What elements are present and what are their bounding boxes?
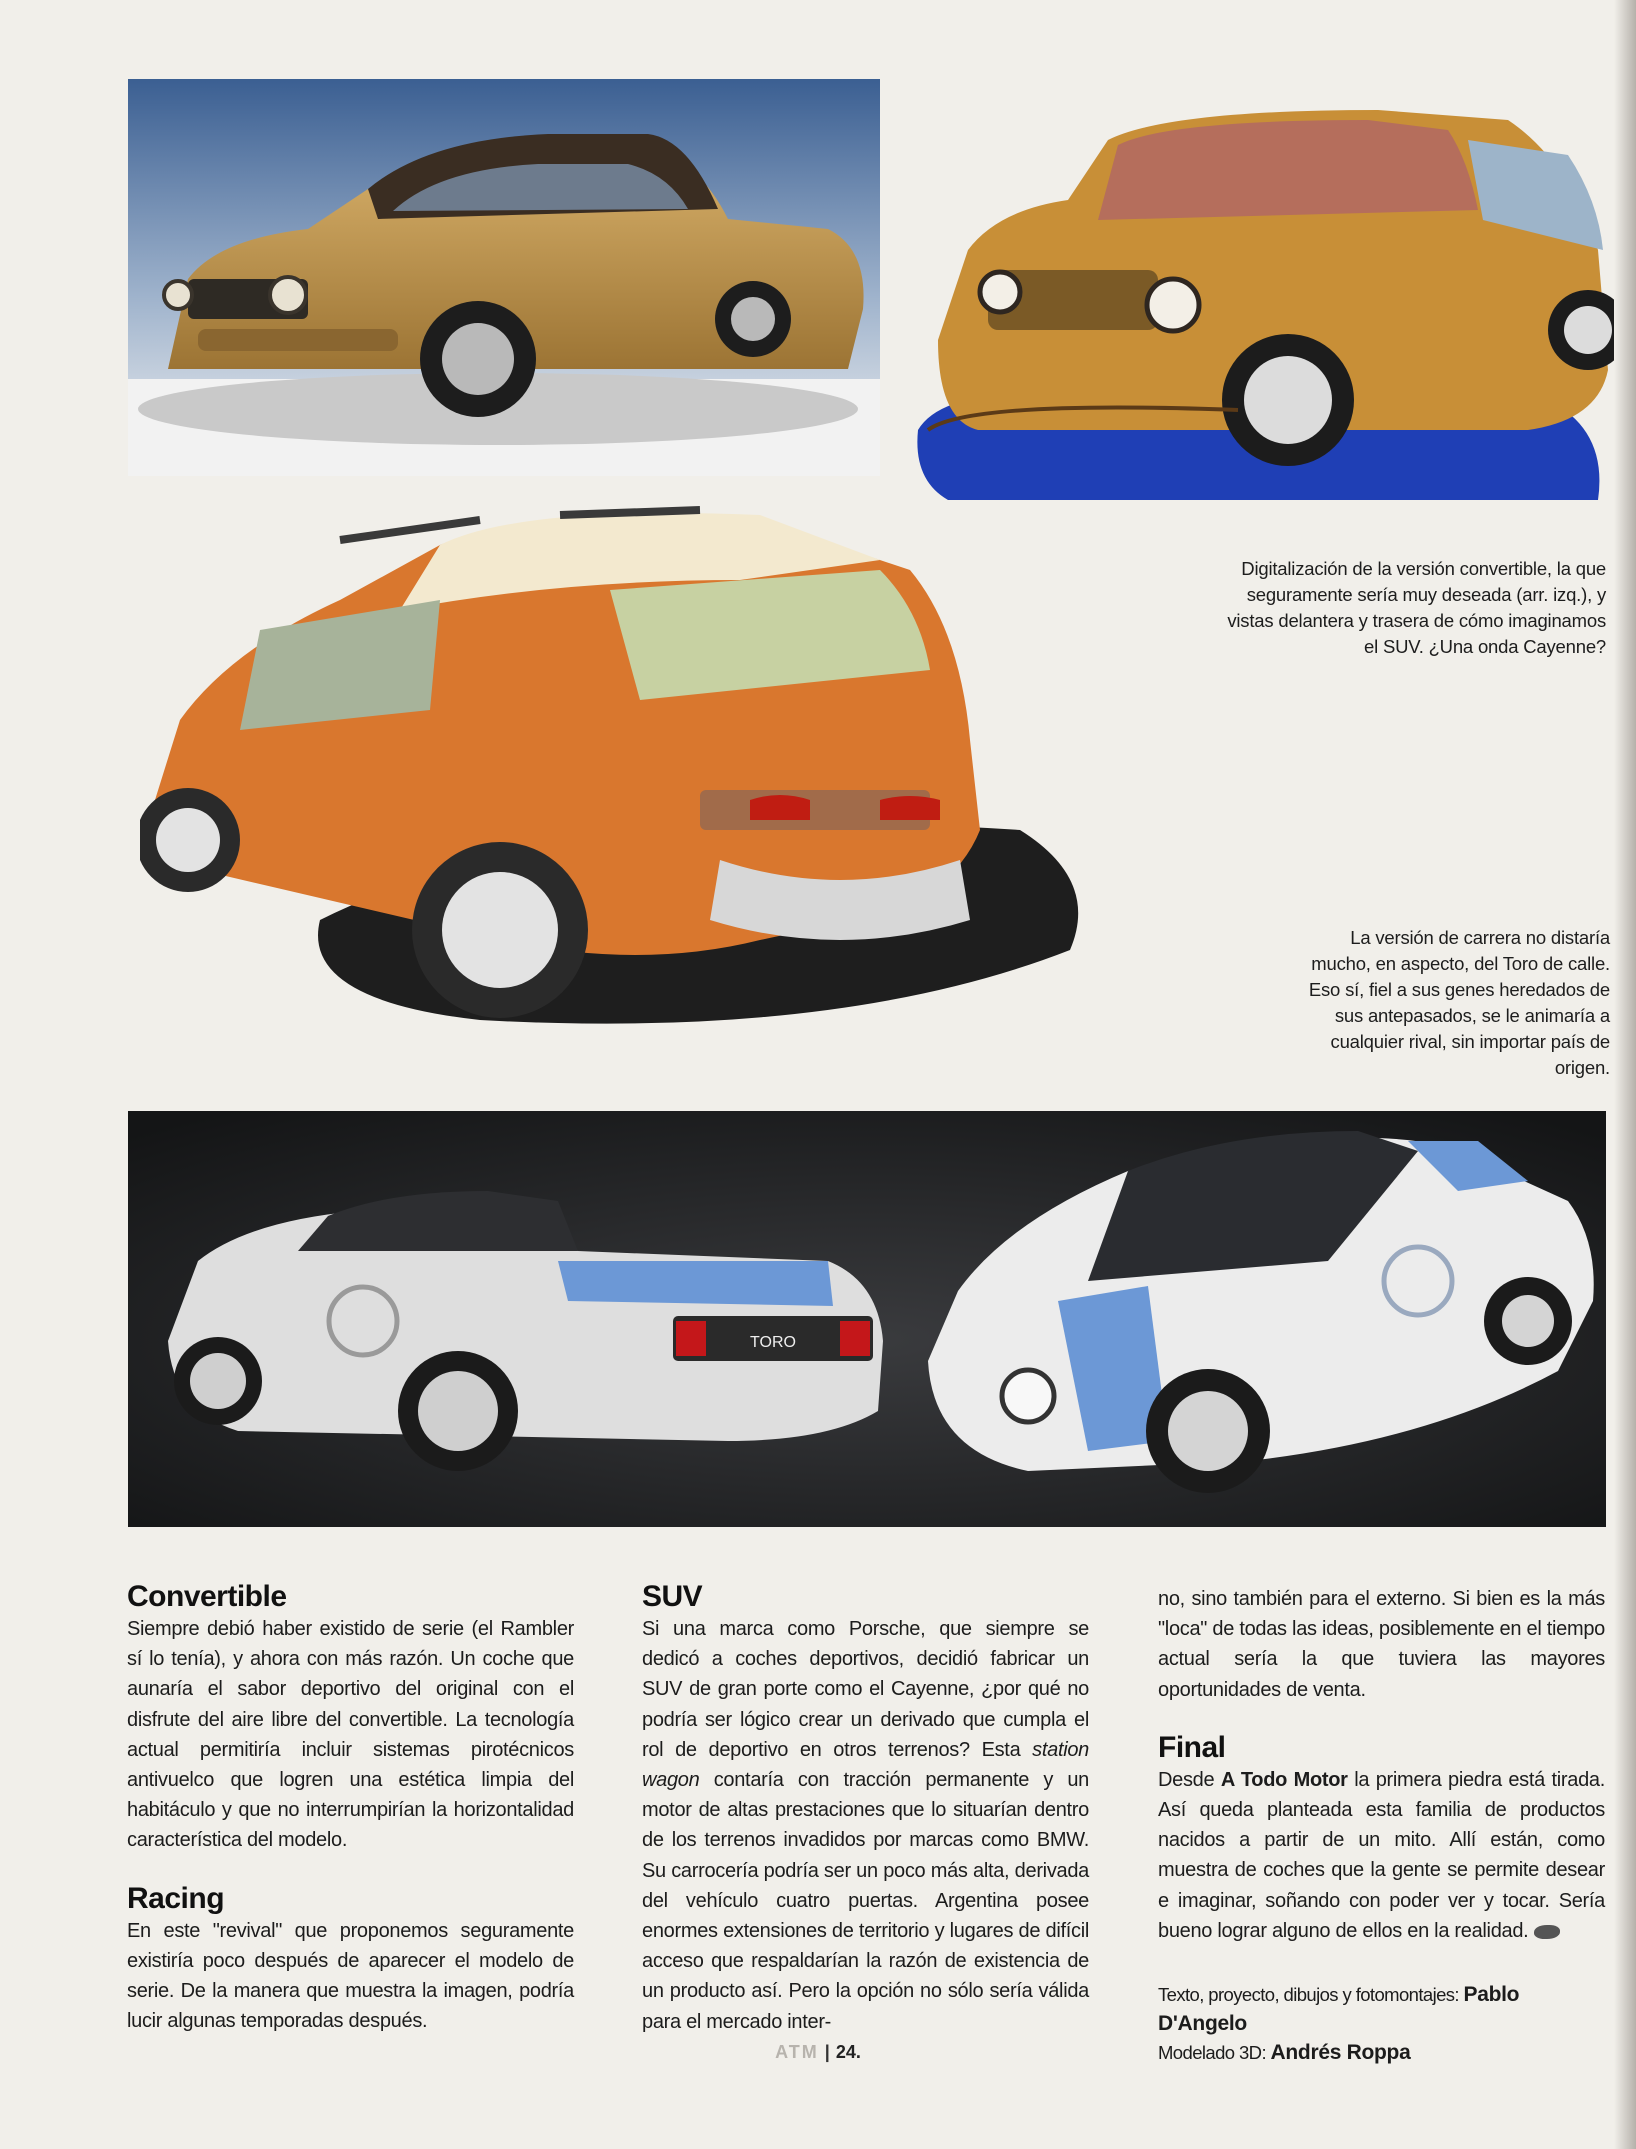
column-2 [642,1580,1089,2037]
credit-label-1: Texto, proyecto, dibujos y fotomontajes: [1158,1984,1459,2006]
suv-front-sketch-image [908,100,1614,520]
body-suv-emphasis: station wagon [642,1738,1089,1792]
end-mark-icon [1534,1925,1560,1939]
racing-render-image [128,1111,1606,1527]
body-convertible: Siempre debió haber existido de serie (el Rambler sí lo tenía), y ahora con más razón. Un coche que aunaría el sabor deportivo del original con el disfrute del aire libre del convertible. La tecnología actual permitiría incluir sistemas pirotécnicos antivuelco que logren una estética limpia del habitáculo y que no interrumpirían la horizontalidad característica del modelo. [127,1618,574,1852]
body-racing: En este "revival" que proponemos seguramente existiría poco después de aparecer el modelo de serie. De la manera que muestra la imagen, podría lucir algunas temporadas después. [127,1919,574,2033]
column-3 [1158,1584,1605,2067]
body-final [1158,1765,1605,1946]
caption-convertible-suv: Digitalización de la versión convertible, la que seguramente sería muy deseada (arr. izq.), y vistas delantera y trasera de cómo imaginamos el SUV. ¿Una onda Cayenne? [1227,558,1606,657]
racing-license-plate: TORO [750,1334,796,1351]
column-1 [127,1580,574,2036]
credit-name-2: Andrés Roppa [1270,2041,1411,2065]
page-edge-shadow [1614,0,1636,2149]
folio-divider: | [824,2042,830,2062]
body-final-part2: la primera piedra está tirada. Así queda planteada esta familia de productos nacidos a partir de un mito. Allí están, como muestra de coches que la gente se permite desear e imaginar, soñando con poder ver y tocar. Sería bueno lograr alguno de ellos en la realidad. [1158,1768,1606,1942]
credit-name-1: Pablo D'Angelo [1158,1983,1520,2036]
heading-final: Final [1158,1730,1226,1764]
page-folio [0,2042,1636,2063]
body-final-part1: Desde [1158,1768,1221,1791]
body-suv [642,1614,1089,2037]
heading-convertible: Convertible [127,1580,287,1613]
caption-racing: La versión de carrera no distaría mucho, en aspecto, del Toro de calle. Eso sí, fiel a sus genes heredados de sus antepasados, se le animaría a cualquier rival, sin importar país de origen. [1308,927,1610,1078]
credit-label-2: Modelado 3D: [1158,2042,1266,2064]
body-suv-continued: no, sino también para el externo. Si bien es la más "loca" de todas las ideas, posiblemente en el tiempo actual sería la que tuviera las mayores oportunidades de venta. [1158,1588,1605,1701]
heading-suv: SUV [642,1580,703,1613]
suv-rear-sketch-image [140,500,1100,1040]
convertible-render-image [128,79,880,476]
body-suv-part2: contaría con tracción permanente y un motor de altas prestaciones que lo situarían dentro de los terrenos invadidos por marcas como BMW. Su carrocería podría ser un poco más alta, derivada del vehículo cuatro puertas. Argentina posee enormes extensiones de territorio y lugares de difícil acceso que respaldarían la razón de existencia de un producto así. Pero la opción no sólo sería válida para el mercado inter- [642,1769,1089,2033]
heading-racing: Racing [127,1881,225,1915]
body-suv-part1: Si una marca como Porsche, que siempre se dedicó a coches deportivos, decidió fabricar un SUV de gran porte como el Cayenne, ¿por qué no podría ser lógico crear un derivado que cumpla el rol de deportivo en otros terrenos? Esta [642,1618,1089,1761]
credit-line-1 [1158,1980,1605,2038]
page-number: 24. [835,2042,861,2062]
folio-brand: ATM [775,2042,819,2062]
body-final-brand: A Todo Motor [1220,1768,1348,1791]
